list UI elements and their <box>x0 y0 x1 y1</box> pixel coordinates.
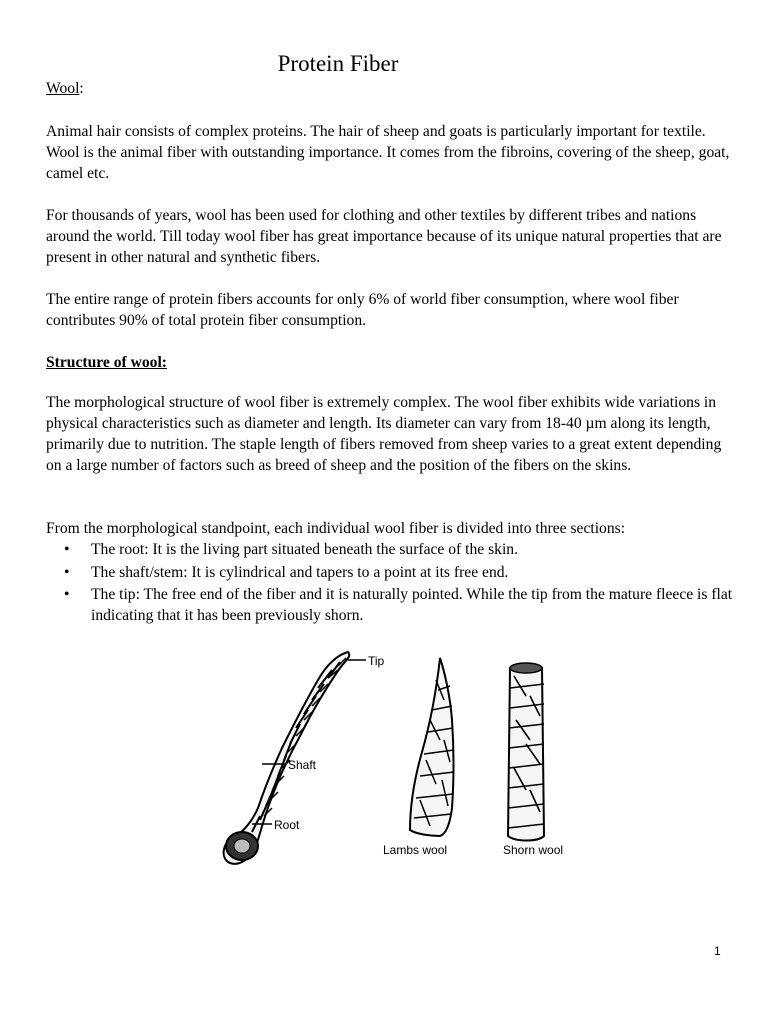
shorn-wool-fiber <box>508 663 544 841</box>
list-item-root <box>46 539 736 560</box>
label-root: Root <box>274 818 300 832</box>
paragraph-consumption: The entire range of protein fibers accounts for only 6% of world fiber consumption, where wool fiber contributes 90% of total protein fiber consumption. <box>46 291 679 329</box>
lambs-wool-fiber <box>410 658 454 836</box>
label-lambs-wool: Lambs wool <box>383 843 448 857</box>
label-tip: Tip <box>368 654 385 668</box>
sections-list <box>46 539 736 628</box>
list-item-text: The root: It is the living part situated beneath the surface of the skin. <box>91 541 518 558</box>
list-item-tip <box>46 584 736 626</box>
bullet-icon: • <box>64 541 70 558</box>
list-item-text: The tip: The free end of the fiber and it is naturally pointed. While the tip from the mature fleece is flat indicating that it has been previously shorn. <box>91 586 733 624</box>
paragraph-history: For thousands of years, wool has been used for clothing and other textiles by different tribes and nations around the world. Till today wool fiber has great importance because of its unique natural properties that are present in other natural and synthetic fibers. <box>46 207 722 266</box>
page-number: 1 <box>714 944 721 958</box>
label-shorn-wool: Shorn wool <box>503 843 564 857</box>
list-item-shaft <box>46 562 736 583</box>
paragraph-animal-hair: Animal hair consists of complex proteins. The hair of sheep and goats is particularly important for textile. Wool is the animal fiber with outstanding importance. It comes from the fibroins, covering of the sheep, goat, camel etc. <box>46 123 730 182</box>
wool-fiber-illustration <box>200 640 600 870</box>
section-heading-wool <box>46 78 730 99</box>
wool-heading-colon: : <box>79 80 84 97</box>
page-title: Protein Fiber <box>277 51 399 76</box>
bullet-icon: • <box>64 586 70 603</box>
section-heading-structure: Structure of wool: <box>46 354 167 371</box>
label-shaft: Shaft <box>288 758 317 772</box>
paragraph-sections-intro: From the morphological standpoint, each individual wool fiber is divided into three sections: <box>46 520 626 537</box>
list-item-text: The shaft/stem: It is cylindrical and tapers to a point at its free end. <box>91 563 509 581</box>
wool-heading-text: Wool <box>46 80 80 97</box>
bullet-icon: • <box>64 563 70 581</box>
paragraph-structure: The morphological structure of wool fiber is extremely complex. The wool fiber exhibits wide variations in physical characteristics such as diameter and length. Its diameter can vary from 18-40 µm along its length, primarily due to nutrition. The staple length of fibers removed from sheep varies to a great extent depending on a large number of factors such as breed of sheep and the position of the fibers on the skins. <box>46 394 722 474</box>
